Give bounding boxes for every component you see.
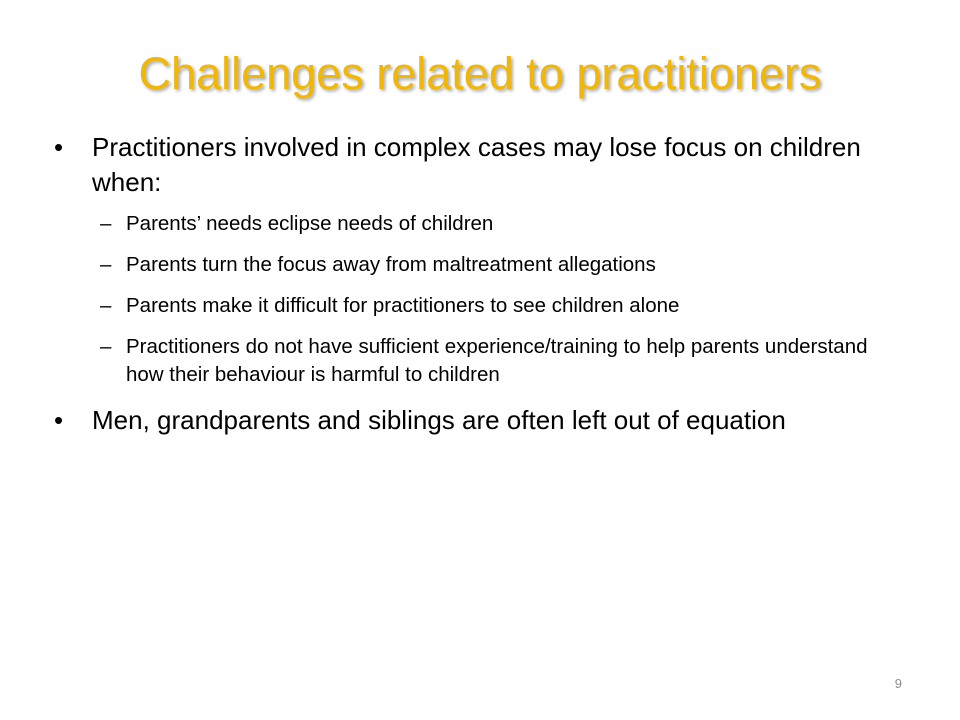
sub-bullet-text: Practitioners do not have sufficient experience/training to help parents understand how their behaviour is harmful to children bbox=[126, 335, 868, 386]
bullet-marker: • bbox=[54, 132, 64, 162]
sub-bullet-marker: – bbox=[100, 212, 112, 235]
page-number: 9 bbox=[894, 676, 902, 691]
sub-bullet-list bbox=[54, 210, 884, 389]
sub-bullet-item bbox=[54, 210, 884, 238]
sub-bullet-text: Parents make it difficult for practitioners to see children alone bbox=[126, 294, 680, 317]
sub-bullet-text: Parents turn the focus away from maltreatment allegations bbox=[126, 253, 656, 276]
sub-bullet-marker: – bbox=[100, 253, 112, 276]
slide-content bbox=[54, 130, 884, 448]
sub-bullet-marker: – bbox=[100, 294, 112, 317]
bullet-marker: • bbox=[54, 405, 64, 435]
bullet-item bbox=[54, 403, 884, 438]
sub-bullet-item bbox=[54, 333, 884, 389]
bullet-text: Practitioners involved in complex cases may lose focus on children when: bbox=[92, 132, 861, 197]
bullet-text: Men, grandparents and siblings are often left out of equation bbox=[92, 405, 786, 435]
sub-bullet-text: Parents’ needs eclipse needs of children bbox=[126, 212, 494, 235]
bullet-item bbox=[54, 130, 884, 200]
sub-bullet-marker: – bbox=[100, 335, 112, 358]
sub-bullet-item bbox=[54, 251, 884, 279]
sub-bullet-item bbox=[54, 292, 884, 320]
slide-title: Challenges related to practitioners bbox=[138, 48, 822, 99]
